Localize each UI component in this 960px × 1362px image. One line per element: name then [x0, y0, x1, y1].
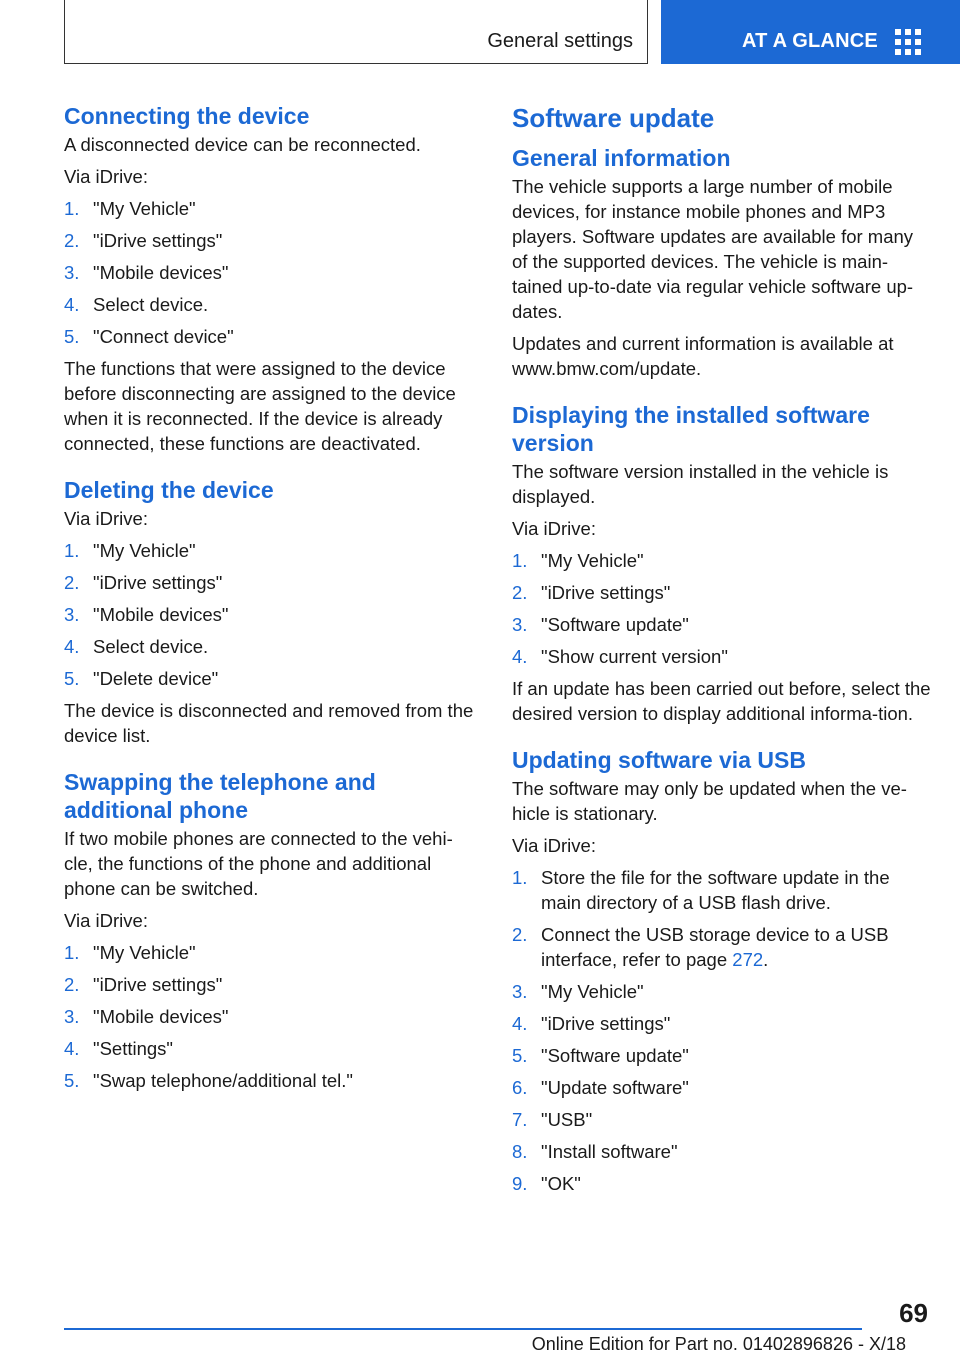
- header-section-title: General settings: [487, 30, 633, 52]
- displaying-via: Via iDrive:: [512, 518, 596, 539]
- swapping-steps: [64, 940, 474, 1093]
- list-item: 4. Select device.: [64, 636, 209, 657]
- list-item: 6. "Update software": [512, 1077, 689, 1098]
- list-item: 2. "iDrive settings": [64, 230, 223, 251]
- connecting-intro: A disconnected device can be reconnected.: [64, 134, 421, 155]
- list-item: 1. "My Vehicle": [64, 540, 196, 561]
- list-item: 9. "OK": [512, 1173, 581, 1194]
- list-item: 3. "Software update": [512, 614, 689, 635]
- list-item: 1. Store the file for the software update in the main directory of a USB flash drive.: [512, 867, 890, 913]
- displaying-steps: [512, 548, 932, 669]
- list-item: 5. "Connect device": [64, 326, 234, 347]
- header-chapter-title: AT A GLANCE: [742, 30, 878, 52]
- list-item: 2. "iDrive settings": [64, 572, 223, 593]
- list-item: 1. "My Vehicle": [64, 942, 196, 963]
- heading-software-update: Software update: [512, 103, 715, 133]
- page-reference-link[interactable]: 272: [732, 949, 764, 970]
- header-section-box: [64, 0, 648, 64]
- grid-icon: [895, 29, 921, 55]
- displaying-note: If an update has been carried out before, select the desired version to display additional informa‐tion.: [512, 678, 931, 724]
- general-paragraph-2: Updates and current information is available at www.bmw.com/update.: [512, 333, 894, 379]
- page-number: 69: [899, 1298, 928, 1328]
- connecting-via: Via iDrive:: [64, 166, 148, 187]
- right-column: [512, 102, 932, 1203]
- list-item: 4. "Settings": [64, 1038, 173, 1059]
- list-item: 4. "iDrive settings": [512, 1013, 671, 1034]
- list-item: 4. Select device.: [64, 294, 209, 315]
- list-item: 5. "Swap telephone/additional tel.": [64, 1070, 353, 1091]
- deleting-via: Via iDrive:: [64, 508, 148, 529]
- usb-via: Via iDrive:: [512, 835, 596, 856]
- general-paragraph-1: The vehicle supports a large number of mobile devices, for instance mobile phones and MP3 players. Software updates are available for many of the supported devices. The vehicle is main‐tained up-to-date via regular vehicle software up‐dates.: [512, 176, 914, 322]
- list-item: 3. "Mobile devices": [64, 262, 229, 283]
- heading-connecting-device: Connecting the device: [64, 103, 310, 129]
- displaying-intro: The software version installed in the vehicle is displayed.: [512, 461, 889, 507]
- list-item: 3. "Mobile devices": [64, 1006, 229, 1027]
- connecting-steps: [64, 196, 474, 349]
- swapping-intro: If two mobile phones are connected to the vehi‐cle, the functions of the phone and additional phone can be switched.: [64, 828, 453, 899]
- footer-divider: [64, 1328, 862, 1330]
- list-item: 1. "My Vehicle": [64, 198, 196, 219]
- list-item: 8. "Install software": [512, 1141, 678, 1162]
- usb-steps: [512, 865, 932, 1196]
- usb-intro: The software may only be updated when the ve‐hicle is stationary.: [512, 778, 907, 824]
- list-item: 3. "My Vehicle": [512, 981, 644, 1002]
- header-chapter-box: [661, 0, 960, 64]
- heading-displaying-version: Displaying the installed software version: [512, 402, 870, 456]
- deleting-steps: [64, 538, 474, 691]
- swapping-via: Via iDrive:: [64, 910, 148, 931]
- left-column: [64, 102, 474, 1100]
- footer-edition: Online Edition for Part no. 01402896826 - X/18: [531, 1334, 906, 1354]
- heading-swapping-phone: Swapping the telephone and additional phone: [64, 769, 376, 823]
- list-item: 3. "Mobile devices": [64, 604, 229, 625]
- list-item: 5. "Delete device": [64, 668, 219, 689]
- list-item: 1. "My Vehicle": [512, 550, 644, 571]
- list-item: 7. "USB": [512, 1109, 593, 1130]
- heading-deleting-device: Deleting the device: [64, 477, 274, 503]
- list-item: 5. "Software update": [512, 1045, 689, 1066]
- list-item: 2. Connect the USB storage device to a USB interface, refer to page 272.: [512, 924, 889, 970]
- list-item: 2. "iDrive settings": [64, 974, 223, 995]
- list-item: 2. "iDrive settings": [512, 582, 671, 603]
- heading-general-information: General information: [512, 145, 731, 171]
- heading-usb-update: Updating software via USB: [512, 747, 806, 773]
- deleting-note: The device is disconnected and removed from the device list.: [64, 700, 474, 746]
- connecting-note: The functions that were assigned to the device before disconnecting are assigned to the device when it is reconnected. If the device is already connected, these functions are deactivated.: [64, 358, 456, 454]
- list-item: 4. "Show current version": [512, 646, 728, 667]
